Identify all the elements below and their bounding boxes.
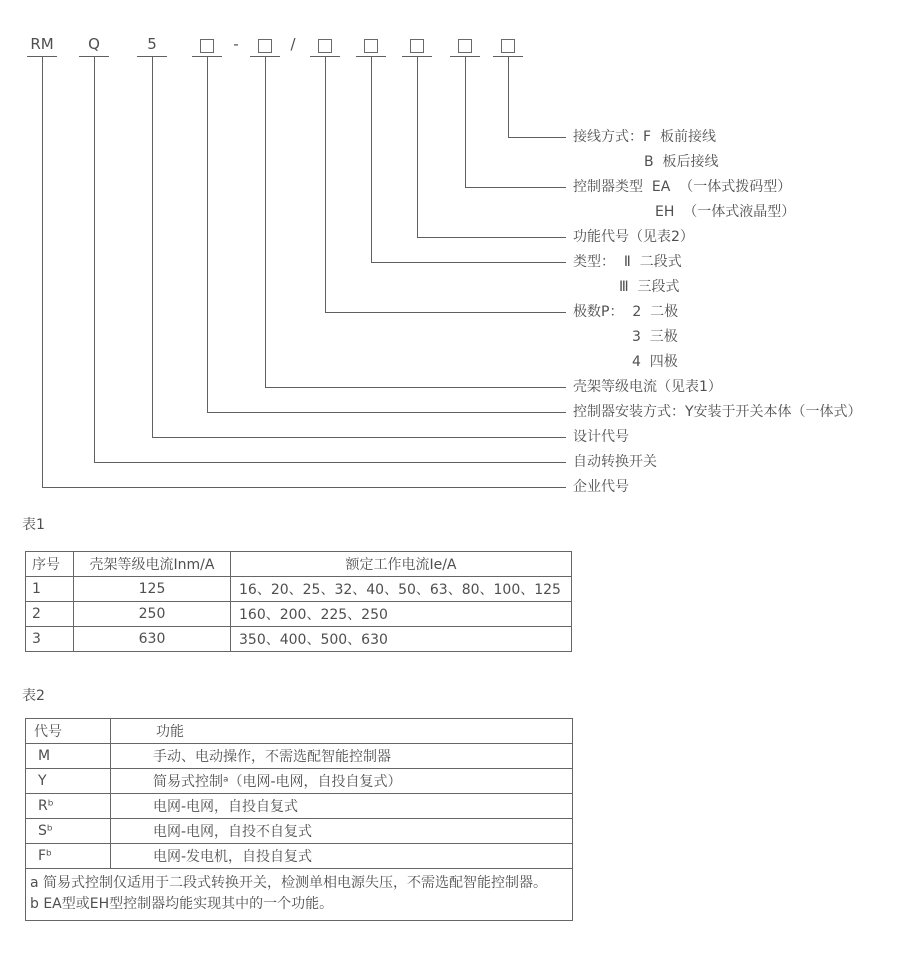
cell: 2	[26, 602, 74, 627]
cell: 160、200、225、250	[231, 602, 572, 627]
table1-header-rated-current: 额定工作电流Ie/A	[231, 552, 572, 577]
poles-option-4: 4 四极	[632, 354, 678, 370]
table2-footnote-row	[26, 869, 573, 921]
code-box-placeholder	[200, 39, 214, 53]
table2-header-row	[26, 719, 573, 744]
cell: 简易式控制ᵃ（电网-电网，自投自复式）	[111, 769, 573, 794]
table-row	[26, 602, 572, 627]
cell: 350、400、500、630	[231, 627, 572, 652]
code-part-q: Q	[88, 35, 100, 53]
type-option-iii: Ⅲ 三段式	[619, 279, 680, 295]
controller-type-option-eh: EH （一体式液晶型）	[655, 204, 796, 220]
table1	[25, 551, 572, 652]
frame-current-label: 壳架等级电流（见表1）	[573, 379, 722, 395]
cell: 电网-发电机，自投自复式	[111, 844, 573, 869]
code-box-placeholder	[410, 39, 424, 53]
table1-header-row	[26, 552, 572, 577]
cell: Fᵇ	[26, 844, 111, 869]
code-box-placeholder	[501, 39, 515, 53]
poles-label: 极数P： 2 二极	[573, 304, 679, 320]
type-label: 类型： Ⅱ 二段式	[573, 254, 682, 270]
table-row	[26, 744, 573, 769]
table1-title: 表1	[22, 517, 45, 533]
code-box-placeholder	[318, 39, 332, 53]
code-box-placeholder	[258, 39, 272, 53]
code-separator-dash: -	[233, 35, 239, 53]
code-box-placeholder	[458, 39, 472, 53]
table-row	[26, 844, 573, 869]
ats-label: 自动转换开关	[573, 454, 657, 470]
footnote-a: a 简易式控制仅适用于二段式转换开关，检测单相电源失压，不需选配智能控制器。	[30, 875, 548, 891]
table2-header-code: 代号	[26, 719, 111, 744]
company-code-label: 企业代号	[573, 479, 629, 495]
table-row	[26, 769, 573, 794]
table-row	[26, 819, 573, 844]
cell: Rᵇ	[26, 794, 111, 819]
cell: 125	[74, 577, 231, 602]
function-code-label: 功能代号（见表2）	[573, 229, 694, 245]
footnote-b: b EA型或EH型控制器均能实现其中的一个功能。	[30, 896, 334, 912]
table-row	[26, 794, 573, 819]
table1-header-frame-current: 壳架等级电流Inm/A	[74, 552, 231, 577]
poles-option-3: 3 三极	[632, 329, 678, 345]
code-box-placeholder	[364, 39, 378, 53]
table1-header-index: 序号	[26, 552, 74, 577]
wiring-method-option-b: B 板后接线	[644, 154, 719, 170]
code-part-5: 5	[147, 35, 157, 53]
code-part-rm: RM	[30, 35, 54, 53]
controller-mounting-label: 控制器安装方式：Y安装于开关本体（一体式）	[573, 404, 862, 420]
table2-title: 表2	[22, 688, 45, 704]
table2	[25, 718, 573, 921]
footnote-cell	[26, 869, 573, 921]
design-code-label: 设计代号	[573, 429, 629, 445]
wiring-method-label: 接线方式：F 板前接线	[573, 129, 716, 145]
cell: 630	[74, 627, 231, 652]
table2-header-function: 功能	[111, 719, 573, 744]
cell: Sᵇ	[26, 819, 111, 844]
table-row	[26, 627, 572, 652]
cell: 手动、电动操作，不需选配智能控制器	[111, 744, 573, 769]
table-row	[26, 577, 572, 602]
cell: 1	[26, 577, 74, 602]
cell: 250	[74, 602, 231, 627]
cell: M	[26, 744, 111, 769]
cell: 16、20、25、32、40、50、63、80、100、125	[231, 577, 572, 602]
code-separator-slash: /	[290, 35, 296, 53]
cell: 3	[26, 627, 74, 652]
controller-type-label: 控制器类型 EA （一体式拨码型）	[573, 179, 792, 195]
leader-lines	[43, 57, 567, 488]
cell: 电网-电网，自投自复式	[111, 794, 573, 819]
cell: 电网-电网，自投不自复式	[111, 819, 573, 844]
cell: Y	[26, 769, 111, 794]
